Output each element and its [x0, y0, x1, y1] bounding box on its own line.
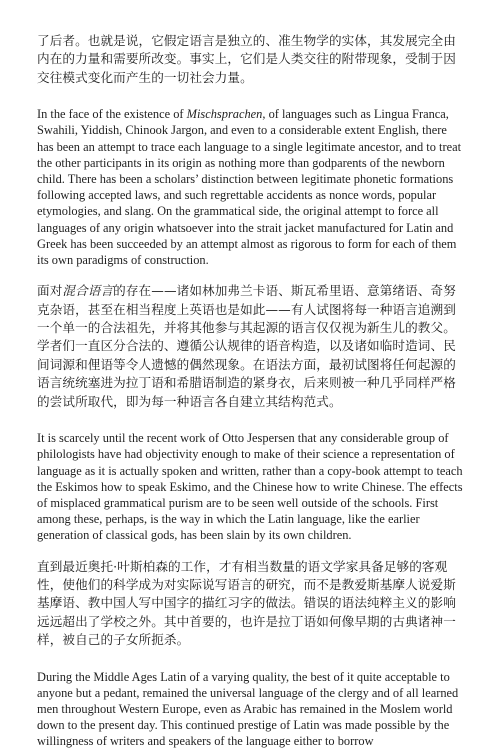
paragraph-text: 的存在——诸如林加弗兰卡语、斯瓦希里语、意第绪语、奇努克杂语，甚至在相当程度上英语也是如此——有人试图将每一种语言追溯到一个单一的合法祖先，并将其他参与其起源的语言仅仅视为新生儿的教父。学者们一直区分合法的、遵循公认规律的语音构造，以及诸如临时造词、民间词源和俚语等令人遗憾的偶然现象。在语法方面，最初试图将任何起源的语言统统塞进为拉丁语和希腊语制造的紧身衣，后来则被一种几乎同样严格的尝试所取代，即为每一种语言各自建立其结构范式。 [37, 283, 456, 409]
italic-term: 混合语言 [62, 283, 114, 299]
paragraph-text: 面对 [37, 283, 63, 299]
paragraph-chinese-1: 了后者。也就是说，它假定语言是独立的、准生物学的实体，其发展完全由内在的力量和需要所改变。事实上，它们是人类交往的附带现象，受制于因交往模式变化而产生的一切社会力量。 [37, 33, 456, 85]
paragraph-chinese-3: 直到最近奥托·叶斯柏森的工作，才有相当数量的语文学家具备足够的客观性，使他们的科学成为对实际说写语言的研究，而不是教爱斯基摩人说爱斯基摩语、教中国人写中国字的描红习字的做法。错误的语法纯粹主义的影响远远超出了学校之外。其中首要的，也许是拉丁语如何像早期的古典诸神一样，被自己的子女所扼杀。 [37, 558, 456, 648]
paragraph-english-3: During the Middle Ages Latin of a varying quality, the best of it quite acceptable to anyone but a pedant, remained the universal language of the clergy and of all learned men throughout Western Europe, even as Arabic has remained in the Moslem world down to the present day. This continued prestige of Latin was made possible by the willingness of writers and speakers of the language either to borrow [37, 669, 459, 749]
paragraph-chinese-2 [37, 282, 465, 411]
document-page [37, 32, 465, 750]
paragraph-english-2: It is scarcely until the recent work of Otto Jespersen that any considerable group of philologists have had objectivity enough to make of their science a representation of language as it is actually spoken and written, rather than a copy-book attempt to teach the Eskimos how to speak Eskimo, and the Chinese how to write Chinese. The effects of misplaced grammatical purism are to be seen well outside of the schools. First among these, perhaps, is the way in which the Latin language, like the earlier generation of classical gods, has been slain by its own children. [37, 431, 463, 543]
paragraph-text: In the face of the existence of [37, 107, 187, 122]
italic-term: Mischsprachen [186, 107, 263, 122]
paragraph-text: , of languages such as Lingua Franca, Swahili, Yiddish, Chinook Jargon, and even to a considerable extent English, there has been an attempt to trace each language to a single legitimate ancestor, and to treat the other participants in its origin as nothing more than godparents of the newborn child. There has been a scholars’ distinction between legitimate phonetic formations following accepted laws, and such regrettable accidents as nonce words, popular etymologies, and slang. On the grammatical side, the original attempt to force all languages of any origin whatsoever into the strait jacket manufactured for Latin and Greek has been succeeded by an attempt almost as rigorous to form for each of them its own paradigms of construction. [37, 107, 462, 268]
paragraph-english-1 [37, 106, 465, 268]
